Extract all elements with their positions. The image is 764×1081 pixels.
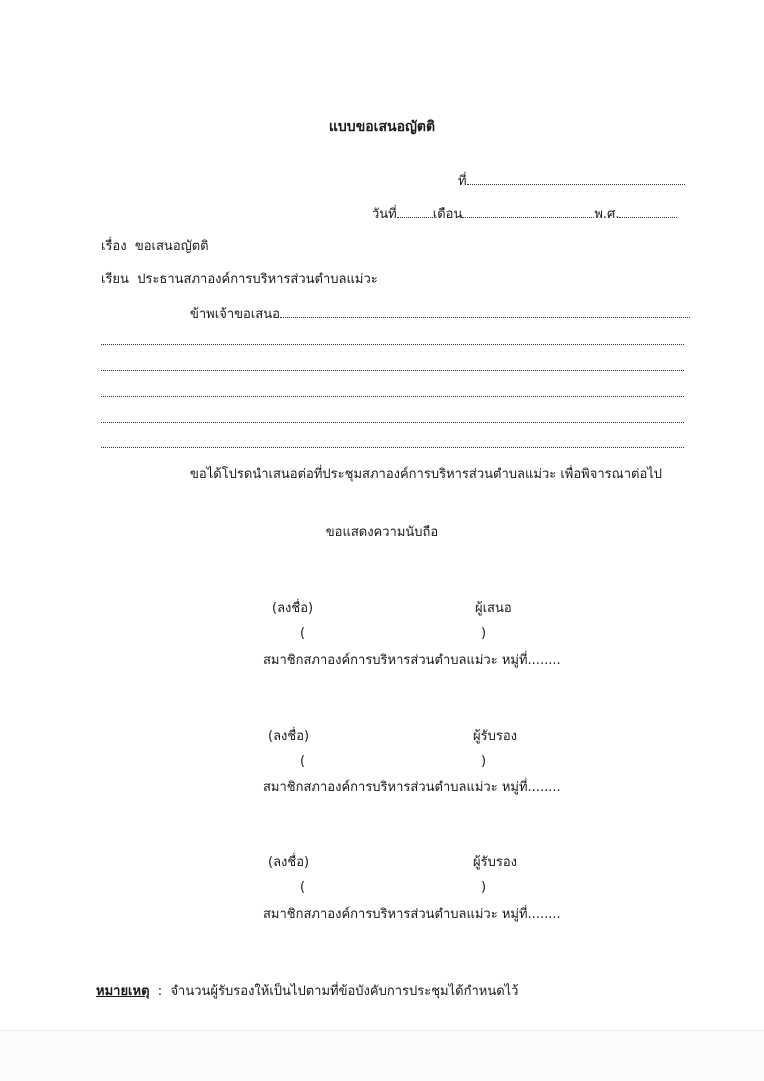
day-field[interactable] <box>397 205 433 218</box>
closing-text: ขอแสดงความนับถือ <box>325 525 439 540</box>
name-paren-open: ( <box>300 626 306 641</box>
year-label: พ.ศ. <box>594 207 620 222</box>
proposal-intro: ข้าพเจ้าขอเสนอ <box>190 307 280 322</box>
name-paren-close: ) <box>481 754 487 769</box>
member-line: สมาชิกสภาองค์การบริหารส่วนตำบลแม่วะ หมู่ที่........ <box>263 907 561 922</box>
page-bottom-edge <box>0 1030 764 1081</box>
subject-value: ขอเสนอญัตติ <box>134 239 209 254</box>
proposal-line[interactable] <box>101 422 684 423</box>
request-text: ขอได้โปรดนำเสนอต่อที่ประชุมสภาองค์การบริหารส่วนตำบลแม่วะ เพื่อพิจารณาต่อไป <box>190 467 663 482</box>
proposal-field[interactable] <box>280 305 690 318</box>
name-paren-open: ( <box>300 754 306 769</box>
proposal-line[interactable] <box>101 396 684 397</box>
recipient-label: เรียน <box>101 272 129 287</box>
signer-role: ผู้รับรอง <box>473 855 517 870</box>
date-line <box>372 205 677 224</box>
sign-label: (ลงชื่อ) <box>268 729 310 744</box>
recipient-value: ประธานสภาองค์การบริหารส่วนตำบลแม่วะ <box>137 272 378 287</box>
proposal-line[interactable] <box>101 447 684 448</box>
name-paren-open: ( <box>300 880 306 895</box>
proposal-intro-line <box>190 305 690 324</box>
recipient-line <box>101 271 378 289</box>
note-label: หมายเหตุ <box>96 984 150 999</box>
proposal-line[interactable] <box>101 370 684 371</box>
subject-label: เรื่อง <box>101 239 127 254</box>
member-line: สมาชิกสภาองค์การบริหารส่วนตำบลแม่วะ หมู่ที่........ <box>263 653 561 668</box>
note-text: จำนวนผู้รับรองให้เป็นไปตามที่ข้อบังคับการประชุมได้กำหนดไว้ <box>170 984 519 999</box>
date-label: วันที่ <box>372 207 397 222</box>
month-field[interactable] <box>462 205 594 218</box>
sign-label: (ลงชื่อ) <box>272 601 314 616</box>
footnote <box>96 983 518 1001</box>
note-separator: : <box>157 984 163 999</box>
document-number-line <box>458 172 685 191</box>
signer-role: ผู้รับรอง <box>473 729 517 744</box>
sign-label: (ลงชื่อ) <box>268 855 310 870</box>
member-line: สมาชิกสภาองค์การบริหารส่วนตำบลแม่วะ หมู่ที่........ <box>263 780 561 795</box>
proposal-line[interactable] <box>101 344 684 345</box>
name-paren-close: ) <box>481 626 487 641</box>
signer-role: ผู้เสนอ <box>475 601 512 616</box>
form-title: แบบขอเสนอญัตติ <box>328 119 436 135</box>
name-paren-close: ) <box>481 880 487 895</box>
month-label: เดือน <box>432 207 463 222</box>
document-number-label: ที่ <box>458 174 467 189</box>
document-number-field[interactable] <box>467 172 685 185</box>
subject-line <box>101 238 209 256</box>
year-field[interactable] <box>619 205 677 218</box>
